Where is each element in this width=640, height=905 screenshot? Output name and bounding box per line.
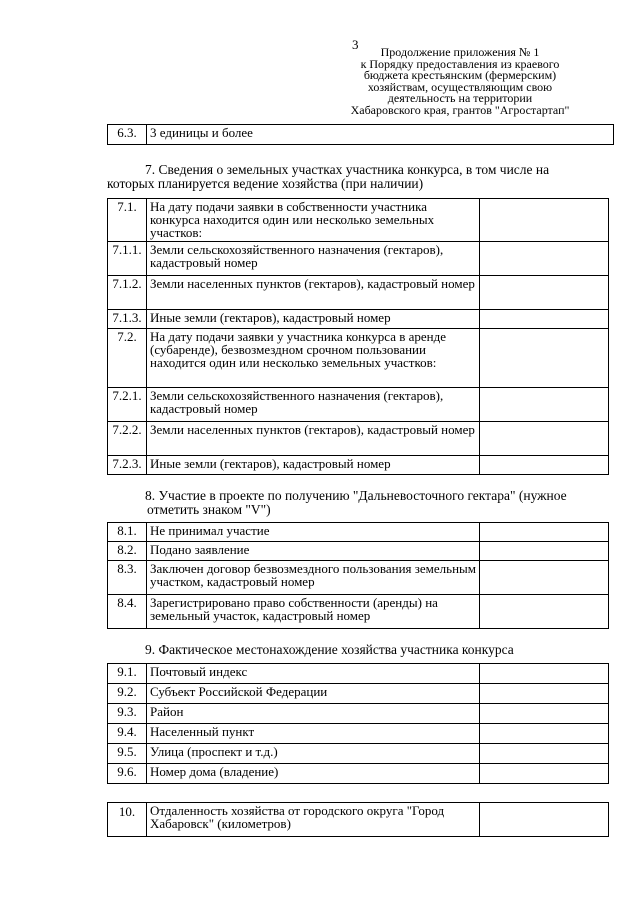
hectare-participation-table — [107, 522, 609, 629]
table-row — [108, 595, 609, 629]
section-title-line: отметить знаком "V") — [147, 502, 271, 517]
row-label: Земли населенных пунктов (гектаров), кадастровый номер — [147, 276, 480, 310]
page-number: 3 — [352, 37, 359, 52]
table-row — [108, 456, 609, 475]
table-row — [108, 422, 609, 456]
table-row — [108, 388, 609, 422]
row-number: 10. — [108, 803, 147, 837]
header-line: деятельность на территории — [387, 91, 533, 105]
row-label: Земли сельскохозяйственного назначения (гектаров), кадастровый номер — [147, 242, 480, 276]
section-7-title — [107, 163, 609, 191]
value-cell[interactable] — [480, 724, 609, 744]
row-number: 7.1.1. — [108, 242, 147, 276]
row-number: 6.3. — [108, 125, 147, 145]
row-number: 8.3. — [108, 561, 147, 595]
row-label: Не принимал участие — [147, 523, 480, 542]
row-number: 9.6. — [108, 764, 147, 784]
row-number: 7.1. — [108, 199, 147, 242]
value-cell[interactable] — [480, 803, 609, 837]
header-line: Хабаровского края, грантов "Агростартап" — [350, 102, 570, 117]
table-row-6-3 — [107, 124, 614, 145]
value-cell[interactable] — [480, 388, 609, 422]
table-row — [108, 199, 609, 242]
row-label: На дату подачи заявки в собственности участника конкурса находится один или несколько земельных участков: — [147, 199, 480, 242]
row-label: Подано заявление — [147, 542, 480, 561]
header-line: хозяйствам, осуществляющим свою — [367, 79, 553, 94]
checkbox-cell[interactable] — [480, 561, 609, 595]
table-row — [108, 724, 609, 744]
table-row — [108, 664, 609, 684]
table-row — [108, 684, 609, 704]
row-label: Район — [147, 704, 480, 724]
row-label: На дату подачи заявки у участника конкурса в аренде (субаренде), безвозмездном срочном пользовании находится один или несколько земельных участков: — [147, 329, 480, 388]
checkbox-cell[interactable] — [480, 523, 609, 542]
value-cell[interactable] — [480, 199, 609, 242]
header-line: к Порядку предоставления из краевого — [360, 56, 560, 71]
value-cell[interactable] — [480, 764, 609, 784]
row-label: Зарегистрировано право собственности (аренды) на земельный участок, кадастровый номер — [147, 595, 480, 629]
row-number: 8.4. — [108, 595, 147, 629]
table-row — [108, 704, 609, 724]
row-label: Иные земли (гектаров), кадастровый номер — [147, 310, 480, 329]
value-cell[interactable] — [480, 242, 609, 276]
row-number: 7.2.2. — [108, 422, 147, 456]
row-number: 7.2.1. — [108, 388, 147, 422]
row-label: Земли сельскохозяйственного назначения (гектаров), кадастровый номер — [147, 388, 480, 422]
checkbox-cell[interactable] — [480, 542, 609, 561]
row-number: 9.4. — [108, 724, 147, 744]
table-row — [108, 542, 609, 561]
table-row — [108, 276, 609, 310]
row-number: 9.5. — [108, 744, 147, 764]
value-cell[interactable] — [480, 422, 609, 456]
table-row — [108, 242, 609, 276]
section-title-line: которых планируется ведение хозяйства (при наличии) — [107, 176, 424, 191]
header-line: Продолжение приложения № 1 — [380, 45, 540, 59]
table-row — [108, 125, 614, 145]
value-cell[interactable] — [480, 329, 609, 388]
row-number: 9.1. — [108, 664, 147, 684]
row-label: Номер дома (владение) — [147, 764, 480, 784]
value-cell[interactable] — [480, 684, 609, 704]
section-title-line: 7. Сведения о земельных участках участника конкурса, в том числе на — [145, 162, 550, 177]
location-table — [107, 663, 609, 784]
row-label: Заключен договор безвозмездного пользования земельным участком, кадастровый номер — [147, 561, 480, 595]
value-cell[interactable] — [480, 310, 609, 329]
table-row — [108, 803, 609, 837]
row-label: Отдаленность хозяйства от городского округа "Город Хабаровск" (километров) — [147, 803, 480, 837]
distance-table — [107, 802, 609, 837]
row-number: 8.2. — [108, 542, 147, 561]
row-number: 7.2. — [108, 329, 147, 388]
section-8-title — [107, 489, 609, 517]
row-label: Населенный пункт — [147, 724, 480, 744]
row-number: 7.1.3. — [108, 310, 147, 329]
table-row — [108, 764, 609, 784]
table-row — [108, 329, 609, 388]
checkbox-cell[interactable] — [480, 595, 609, 629]
value-cell[interactable] — [480, 744, 609, 764]
row-number: 7.2.3. — [108, 456, 147, 475]
header-line: бюджета крестьянским (фермерским) — [363, 68, 557, 82]
section-title-line: 8. Участие в проекте по получению "Дальневосточного гектара" (нужное — [145, 488, 567, 503]
value-cell[interactable] — [480, 704, 609, 724]
value-cell[interactable] — [480, 664, 609, 684]
row-number: 7.1.2. — [108, 276, 147, 310]
row-number: 8.1. — [108, 523, 147, 542]
row-label: Улица (проспект и т.д.) — [147, 744, 480, 764]
section-9-title: 9. Фактическое местонахождение хозяйства участника конкурса — [145, 642, 514, 657]
row-label: Иные земли (гектаров), кадастровый номер — [147, 456, 480, 475]
table-row — [108, 561, 609, 595]
land-plots-table — [107, 198, 609, 475]
row-label: 3 единицы и более — [147, 125, 614, 145]
table-row — [108, 523, 609, 542]
row-label: Субъект Российской Федерации — [147, 684, 480, 704]
value-cell[interactable] — [480, 276, 609, 310]
table-row — [108, 744, 609, 764]
appendix-header — [330, 47, 590, 116]
row-number: 9.2. — [108, 684, 147, 704]
value-cell[interactable] — [480, 456, 609, 475]
table-row — [108, 310, 609, 329]
row-number: 9.3. — [108, 704, 147, 724]
row-label: Почтовый индекс — [147, 664, 480, 684]
row-label: Земли населенных пунктов (гектаров), кадастровый номер — [147, 422, 480, 456]
